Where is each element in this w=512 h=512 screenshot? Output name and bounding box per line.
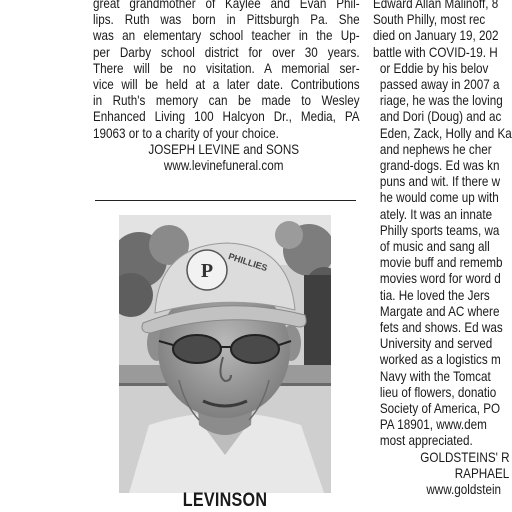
obituary-text-line: tia. He loved the Jers: [379, 287, 490, 303]
obituary-text-line: Eden, Zack, Holly and Ka: [379, 125, 512, 141]
obituary-text-line: There will be no visitation. A memorial ser-: [93, 60, 360, 76]
obituary-text-line: PA 18901, www.dem: [379, 417, 487, 433]
obituary-text-line: or Eddie by his belov: [379, 60, 489, 76]
obituary-text-line: lieu of flowers, donatio: [379, 384, 497, 400]
obituary-text-line: passed away in 2007 a: [379, 77, 500, 93]
obituary-text-line: lips. Ruth was born in Pittsburgh Pa. She: [93, 12, 360, 28]
funeral-home-name-2: RAPHAEL: [454, 465, 510, 481]
obituary-text-line: in Ruth's memory can be made to Wesley: [93, 93, 360, 109]
obituary-text-line: he would come up with: [379, 190, 499, 206]
obituary-text-line: movie buff and rememb: [379, 255, 503, 271]
obituary-text-line: Philly sports teams, wa: [379, 222, 500, 238]
obituary-text-line: puns and wit. If there w: [379, 174, 501, 190]
obituary-text-line: ately. It was an innate: [379, 206, 493, 222]
obituary-text-line: Society of America, PO: [379, 401, 501, 417]
obituary-text-line: of music and sang all: [379, 239, 490, 255]
obituary-text-line: grand-dogs. Ed was kn: [379, 158, 500, 174]
funeral-home-website: www.goldstein: [426, 482, 502, 498]
obituary-edward-column: [373, 0, 512, 498]
obituary-text-line: riage, he was the loving: [379, 93, 503, 109]
obituary-text-line: great grandmother of Kaylee and Evan Phil-: [93, 0, 360, 11]
obituary-text-line: Enhanced Living 100 Halcyon Dr., Media, PA: [93, 109, 360, 125]
obituary-name-caption: LEVINSON: [182, 490, 268, 511]
section-divider: [95, 200, 356, 201]
funeral-home-name: JOSEPH LEVINE and SONS: [148, 141, 300, 157]
obituary-text-line: died on January 19, 202: [373, 28, 499, 44]
obituary-text-line: battle with COVID-19. H: [373, 44, 498, 60]
obituary-photo: [119, 215, 331, 493]
obituary-text-line: fets and shows. Ed was: [379, 320, 503, 336]
obituary-text-line: most appreciated.: [379, 433, 473, 449]
obituary-text-line: Margate and AC where: [379, 303, 500, 319]
obituary-text-line: 19063 or to a charity of your choice.: [93, 125, 279, 141]
obituary-ruth-column: [93, 0, 360, 174]
obituary-text-line: and Dori (Doug) and ac: [379, 109, 502, 125]
obituary-text-line: Edward Allan Malinoff, 8: [373, 0, 499, 11]
obituary-text-line: Navy with the Tomcat: [379, 368, 491, 384]
cap-team-text: PHILLIES: [227, 251, 269, 274]
obituary-text-line: was an elementary school teacher in the Up-: [93, 28, 360, 44]
obituary-text-line: vice will be held at a later date. Contributions: [93, 77, 360, 93]
obituary-text-line: and nephews he cher: [379, 141, 492, 157]
funeral-home-website: www.levinefuneral.com: [163, 158, 284, 174]
obituary-text-line: movies word for word d: [379, 271, 501, 287]
funeral-home-name: GOLDSTEINS' R: [420, 449, 510, 465]
obituary-edward-column-clip: [373, 0, 512, 512]
obituary-text-line: University and served: [379, 336, 493, 352]
obituary-text-line: per Darby school district for over 30 years.: [93, 44, 360, 60]
portrait-illustration: [119, 215, 331, 493]
cap-logo-letter: P: [200, 260, 214, 282]
obituary-text-line: South Philly, most rec: [373, 12, 486, 28]
obituary-text-line: worked as a logistics m: [379, 352, 501, 368]
